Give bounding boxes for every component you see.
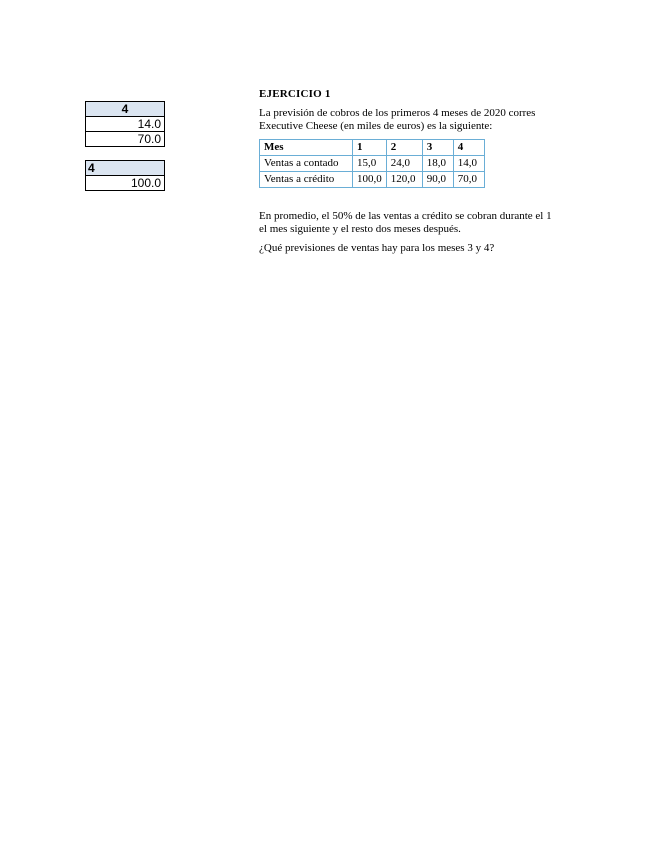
table-cell: 15,0 [353,156,387,172]
table-cell: 14,0 [453,156,484,172]
question-text: ¿Qué previsiones de ventas hay para los meses 3 y 4? [259,242,495,254]
cell-value[interactable]: 100.0 [85,175,165,191]
table-header-cell: Mes [260,140,353,156]
table-row [260,156,485,172]
table-header-row [260,140,485,156]
table-cell: 18,0 [422,156,453,172]
cell-header-month[interactable]: 4 [85,101,165,117]
intro-line-1: La previsión de cobros de los primeros 4 meses de 2020 corres [259,107,536,119]
table-cell: 120,0 [386,172,422,188]
table-header-cell: 2 [386,140,422,156]
table-cell: 70,0 [453,172,484,188]
table-cell: 24,0 [386,156,422,172]
intro-line-2: Executive Cheese (en miles de euros) es la siguiente: [259,120,493,132]
table-header-cell: 3 [422,140,453,156]
table-header-cell: 4 [453,140,484,156]
cell-value[interactable]: 14.0 [85,116,165,132]
paragraph-line-2: el mes siguiente y el resto dos meses después. [259,223,461,235]
cell-value[interactable]: 70.0 [85,131,165,147]
exercise-title: EJERCICIO 1 [259,88,331,100]
table-row [260,172,485,188]
cell-header-month[interactable]: 4 [85,160,165,176]
table-cell: Ventas a crédito [260,172,353,188]
table-cell: 90,0 [422,172,453,188]
sales-table [259,139,485,188]
table-header-cell: 1 [353,140,387,156]
table-cell: Ventas a contado [260,156,353,172]
exercise-document [259,88,559,255]
paragraph-line-1: En promedio, el 50% de las ventas a crédito se cobran durante el 1 [259,210,552,222]
table-cell: 100,0 [353,172,387,188]
